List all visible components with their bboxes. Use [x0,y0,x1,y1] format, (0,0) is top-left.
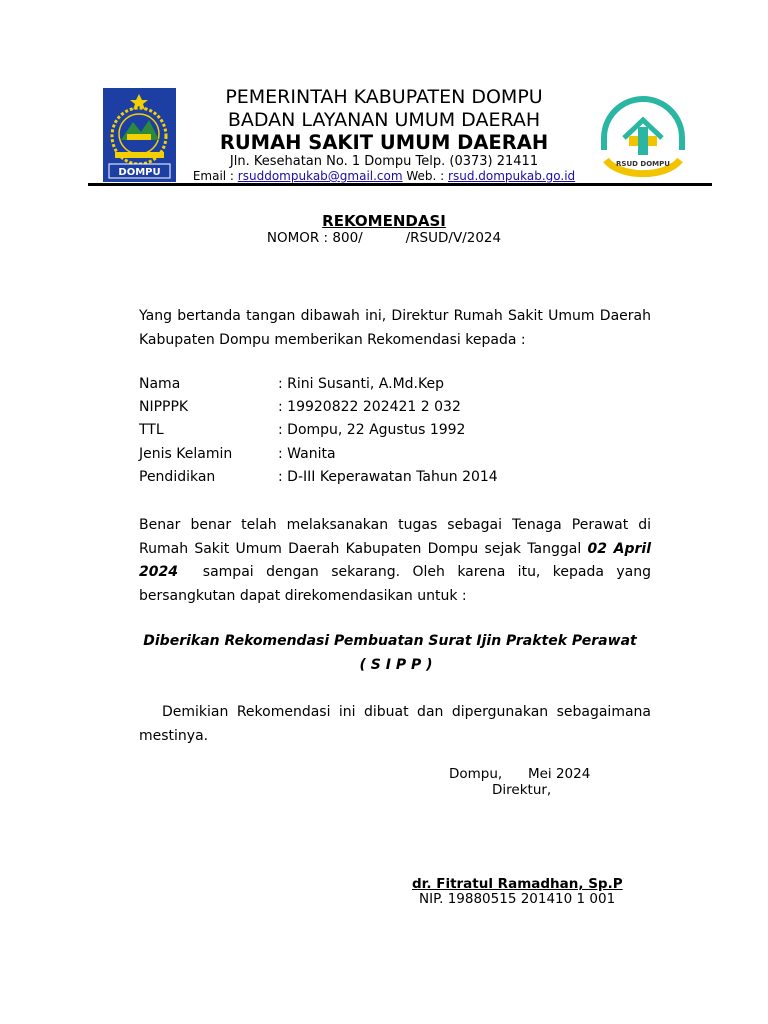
field-label: Pendidikan [139,469,216,485]
intro-paragraph: Yang bertanda tangan dibawah ini, Direktur Rumah Sakit Umum Daerah Kabupaten Dompu memberikan Rekomendasi kepada : [139,308,651,348]
document-title: REKOMENDASI [322,212,446,230]
field-value: : Rini Susanti, A.Md.Kep [278,376,444,392]
letterhead-contact [0,169,768,183]
field-label: Jenis Kelamin [139,446,233,462]
letterhead-divider [88,183,712,186]
field-value: : Dompu, 22 Agustus 1992 [278,422,466,438]
letterhead-address: Jln. Kesehatan No. 1 Dompu Telp. (0373) 21411 [229,154,539,169]
field-label: TTL [139,422,164,438]
email-link[interactable]: rsuddompukab@gmail.com [237,169,403,183]
field-value: : 19920822 202421 2 032 [278,399,461,415]
statement-text-2: sampai dengan sekarang. Oleh karena itu, kepada yang bersangkutan dapat direkomendasikan untuk : [139,564,656,604]
emblem-label: DOMPU [118,167,161,178]
signature-position: Direktur, [492,782,552,798]
statement-date: 02 April 2024 [139,540,656,580]
closing-paragraph [139,701,651,748]
field-value: : Wanita [278,446,336,462]
signature-place-date: Dompu, Mei 2024 [449,766,591,782]
signature-name: dr. Fitratul Ramadhan, Sp.P [412,876,623,892]
web-label: Web. : [402,169,449,183]
web-link[interactable]: rsud.dompukab.go.id [448,169,576,183]
closing-text: Demikian Rekomendasi ini dibuat dan dipergunakan sebagaimana mestinya. [139,704,651,744]
document-number: NOMOR : 800/ /RSUD/V/2024 [266,230,502,246]
field-label: NIPPPK [139,399,189,415]
rsud-logo-label: RSUD DOMPU [616,160,670,168]
statement-paragraph [139,514,656,608]
purpose-line-2: ( S I P P ) [359,657,433,673]
signature-nip: NIP. 19880515 201410 1 001 [419,891,616,907]
email-label: Email : [192,169,238,183]
letterhead-line-1: PEMERINTAH KABUPATEN DOMPU [225,86,543,108]
purpose-line-1: Diberikan Rekomendasi Pembuatan Surat Ijin Praktek Perawat [143,633,637,649]
statement-text-1: Benar benar telah melaksanakan tugas sebagai Tenaga Perawat di Rumah Sakit Umum Daerah Kabupaten Dompu sejak Tanggal [139,517,656,557]
field-label: Nama [139,376,181,392]
field-value: : D-III Keperawatan Tahun 2014 [278,469,498,485]
letterhead-line-3: RUMAH SAKIT UMUM DAERAH [219,131,549,154]
letterhead-line-2: BADAN LAYANAN UMUM DAERAH [227,109,541,131]
